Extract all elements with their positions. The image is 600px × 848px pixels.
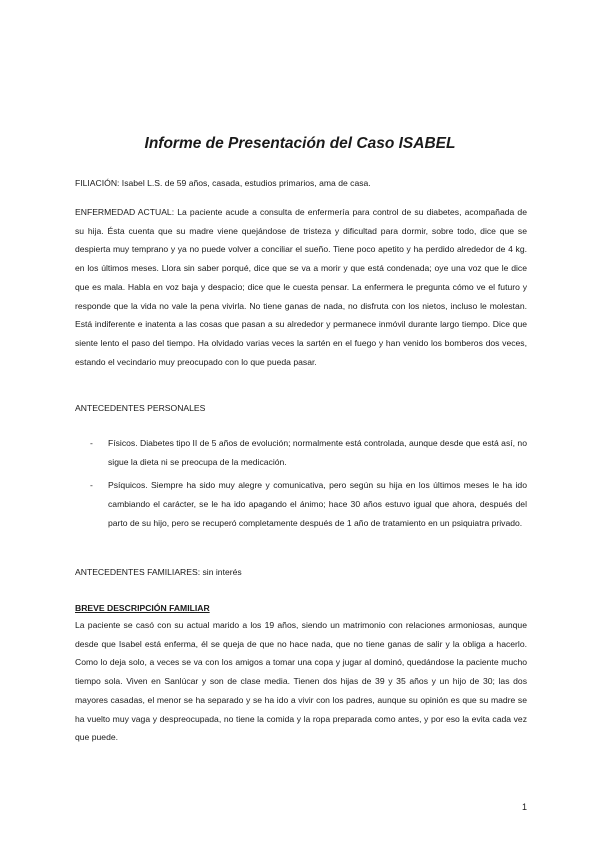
descripcion-familiar-section bbox=[75, 602, 527, 747]
descripcion-familiar-paragraph: La paciente se casó con su actual marido a los 19 años, siendo un matrimonio con relaciones armoniosas, aunque desde que Isabel está enferma, él se queja de que no hace nada, que no tiene ganas de salir y la obliga a hacerlo. Como lo deja solo, a veces se va con los amigos a tomar una copa y jugar al dominó, quedándose la paciente mucho tiempo sola. Viven en Sanlúcar y son de clase media. Tienen dos hijas de 39 y 35 años y un hijo de 30; las dos mayores casadas, el menor se ha separado y se ha ido a vivir con los padres, aunque su opinión es que su madre se ha vuelto muy vaga y despreocupada, no tiene la comida y la ropa preparada como antes, y por eso la evita cada vez que puede. bbox=[75, 620, 527, 743]
bullet-dash: - bbox=[90, 480, 93, 490]
page-number: 1 bbox=[521, 802, 527, 812]
antecedentes-familiares-text: sin interés bbox=[200, 567, 242, 577]
enfermedad-actual-paragraph bbox=[75, 203, 527, 371]
antecedentes-familiares-label: ANTECEDENTES FAMILIARES: bbox=[75, 567, 201, 577]
antecedentes-familiares-section bbox=[75, 566, 527, 578]
filiacion-text: Isabel L.S. de 59 años, casada, estudios primarios, ama de casa. bbox=[119, 178, 371, 188]
enfermedad-actual-section bbox=[75, 203, 527, 371]
filiacion-section bbox=[75, 174, 527, 193]
descripcion-familiar-heading: BREVE DESCRIPCIÓN FAMILIAR bbox=[75, 603, 210, 613]
list-item-text: Físicos. Diabetes tipo II de 5 años de evolución; normalmente está controlada, aunque desde que está así, no sigue la dieta ni se preocupa de la medicación. bbox=[108, 438, 527, 467]
filiacion-paragraph bbox=[75, 174, 527, 193]
filiacion-label: FILIACIÓN: bbox=[75, 178, 120, 188]
document-title: Informe de Presentación del Caso ISABEL bbox=[144, 135, 456, 152]
bullet-dash: - bbox=[90, 438, 93, 448]
antecedentes-familiares-paragraph bbox=[75, 566, 527, 578]
antecedentes-personales-section bbox=[75, 402, 527, 414]
list-item-text: Psíquicos. Siempre ha sido muy alegre y comunicativa, pero según su hija en los últimos meses le ha ido cambiando el carácter, se le ha ido apagando el ánimo; hace 30 años estuvo igual que ahora, después del parto de su hijo, pero se recuperó completamente después de 1 año de tratamiento en un psiquiatra privado. bbox=[108, 480, 527, 528]
antecedentes-personales-heading: ANTECEDENTES PERSONALES bbox=[75, 403, 206, 413]
antecedentes-personales-list bbox=[90, 434, 527, 537]
enfermedad-actual-text: La paciente acude a consulta de enfermería para control de su diabetes, acompañada de su hija. Ésta cuenta que su madre viene quejándose de tristeza y dificultad para dormir, sobre todo, dice que se despierta muy temprano y ya no puede volver a conciliar el sueño. Tiene poco apetito y ha perdido alrededor de 4 kg. en los últimos meses. Llora sin saber porqué, dice que se va a morir y que está condenada; oye una voz que le dice que es mala. Habla en voz baja y despacio; dice que le cuesta pensar. La enfermera le pregunta cómo ve el futuro y responde que la vida no vale la pena vivirla. No tiene ganas de nada, no disfruta con los nietos, incluso le molestan. Está indiferente e inatenta a las cosas que pasan a su alrededor y permanece inmóvil durante largo tiempo. Dice que siente lento el paso del tiempo. Ha olvidado varias veces la sartén en el fuego y han venido los bomberos dos veces, estando el vecindario muy preocupado con lo que pueda pasar. bbox=[75, 207, 527, 367]
list-item bbox=[90, 434, 527, 472]
list-item bbox=[90, 476, 527, 533]
enfermedad-actual-label: ENFERMEDAD ACTUAL: bbox=[75, 207, 175, 217]
